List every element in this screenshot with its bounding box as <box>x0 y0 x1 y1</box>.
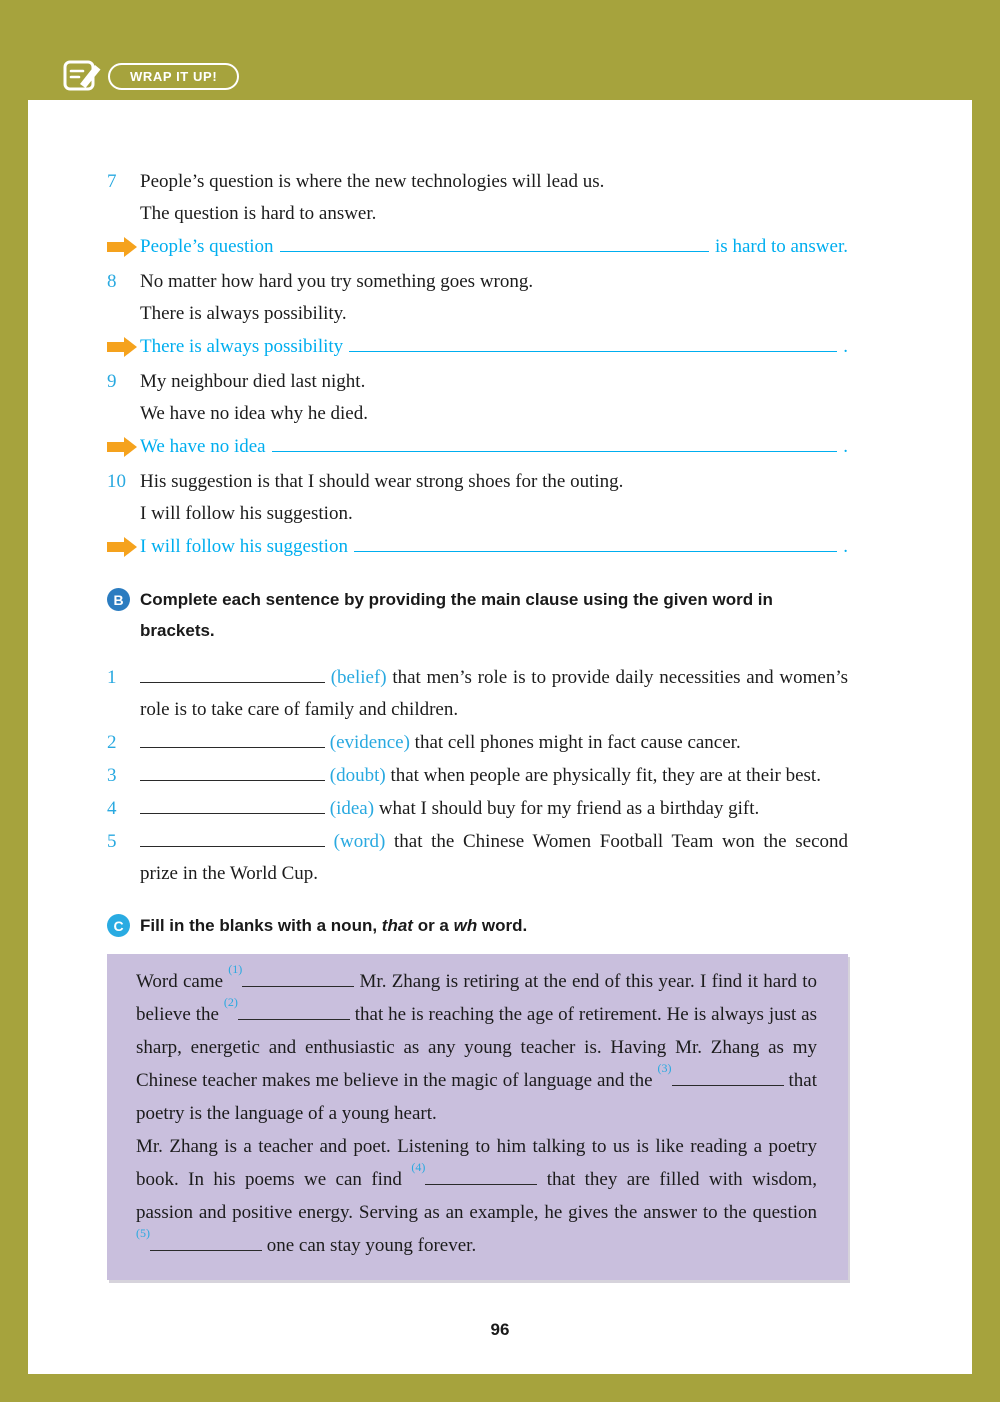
orange-arrow-icon <box>107 337 137 357</box>
fill-blank <box>238 1019 350 1020</box>
page-content <box>107 166 848 1280</box>
sentence-text: People’s question is where the new technologies will lead us. <box>140 171 605 192</box>
page-number: 96 <box>490 1320 510 1339</box>
rewrite-row <box>107 330 848 364</box>
blank-number: (2) <box>223 994 238 1009</box>
fill-blank <box>242 986 354 987</box>
rewrite-blank <box>280 251 709 252</box>
keyword-hint: (belief) <box>330 667 387 688</box>
instruction-text: that <box>381 916 413 935</box>
fill-blank <box>150 1250 262 1251</box>
orange-arrow-icon <box>107 437 137 457</box>
rewrite-blank <box>272 451 838 452</box>
exercise-c-badge: C <box>107 914 130 937</box>
item-number: 9 <box>107 371 117 392</box>
rewrite-row <box>107 430 848 464</box>
rewrite-row <box>107 230 848 264</box>
exercise-b-item <box>107 793 848 825</box>
item-number: 2 <box>107 732 117 753</box>
rewrite-blank <box>349 351 837 352</box>
passage-paragraph: Mr. Zhang is a teacher and poet. Listening to him talking to us is like reading a poetry book. In his poems we can find $^{(4)}$ that they are filled with wisdom, passion and positive energy. Serving as an example, he gives the answer to the question $^{(5)}$ one can stay young forever. <box>136 1136 817 1256</box>
sentence-text: We have no idea why he died. <box>140 403 368 424</box>
sentence-text: My neighbour died last night. <box>140 371 366 392</box>
item-number: 4 <box>107 798 117 819</box>
blank-number: (3) <box>657 1060 672 1075</box>
exercise-a-list <box>107 166 848 564</box>
instruction-text: Fill in the blanks with a noun, <box>140 916 382 935</box>
keyword-hint: (doubt) <box>329 765 386 786</box>
instruction-text: or a <box>412 916 454 935</box>
item-number: 10 <box>107 471 126 492</box>
exercise-a-item <box>107 466 848 564</box>
blank-number: (4) <box>411 1159 426 1174</box>
blank-number: (1) <box>228 961 243 976</box>
item-number: 5 <box>107 831 117 852</box>
exercise-b-item <box>107 826 848 890</box>
rewrite-prefix: People’s question <box>140 236 274 257</box>
rewrite-prefix: I will follow his suggestion <box>140 536 348 557</box>
passage-paragraph: Word came $^{(1)}$ Mr. Zhang is retiring at the end of this year. I find it hard to believe the $^{(2)}$ that he is reaching the age of retirement. He is always just as sharp, energetic and enthusiastic as any young teacher is. Having Mr. Zhang as my Chinese teacher makes me believe in the magic of language and the $^{(3)}$ that poetry is the language of a young heart. <box>136 961 818 1124</box>
exercise-a-item <box>107 266 848 364</box>
exercise-a-item <box>107 366 848 464</box>
exercise-c-instruction <box>140 910 848 941</box>
item-number: 1 <box>107 667 117 688</box>
answer-blank <box>140 682 325 683</box>
blank-number: (5) <box>136 1225 150 1240</box>
sentence-text: (word) that the Chinese Women Football Team won the second prize in the World Cup. <box>140 831 849 884</box>
sentence-text: (belief) that men’s role is to provide daily necessities and women’s role is to take care of family and children. <box>140 667 848 720</box>
item-number: 7 <box>107 171 117 192</box>
instruction-text: wh <box>453 916 478 935</box>
exercise-c-header <box>107 910 848 941</box>
exercise-b-badge: B <box>107 588 130 611</box>
rewrite-suffix: . <box>843 536 848 557</box>
exercise-b-list <box>107 662 848 890</box>
wrap-it-up-label: WRAP IT UP! <box>130 69 218 84</box>
wrap-it-up-badge <box>108 63 239 90</box>
rewrite-suffix: . <box>843 336 848 357</box>
exercise-b-item <box>107 727 848 759</box>
sentence-text: (evidence) that cell phones might in fact cause cancer. <box>140 727 848 759</box>
sentence-text: I will follow his suggestion. <box>140 503 353 524</box>
sentence-text: His suggestion is that I should wear strong shoes for the outing. <box>140 471 624 492</box>
sentence-text: No matter how hard you try something goes wrong. <box>140 271 534 292</box>
answer-blank <box>140 846 325 847</box>
fill-blank <box>425 1184 537 1185</box>
orange-arrow-icon <box>107 537 137 557</box>
worksheet-page <box>28 100 972 1374</box>
sentence-text: There is always possibility. <box>140 303 347 324</box>
exercise-b-item <box>107 760 848 792</box>
exercise-b-instruction: Complete each sentence by providing the main clause using the given word in brackets. <box>140 590 773 640</box>
rewrite-blank <box>354 551 837 552</box>
answer-blank <box>140 747 325 748</box>
keyword-hint: (word) <box>333 831 386 852</box>
pencil-note-icon <box>63 57 103 95</box>
sentence-text: (idea) what I should buy for my friend as a birthday gift. <box>140 793 848 825</box>
rewrite-row <box>107 530 848 564</box>
sentence-text: (doubt) that when people are physically fit, they are at their best. <box>140 760 848 792</box>
item-number: 3 <box>107 765 117 786</box>
answer-blank <box>140 780 325 781</box>
exercise-b-header <box>107 584 848 646</box>
keyword-hint: (evidence) <box>329 732 410 753</box>
rewrite-prefix: There is always possibility <box>140 336 344 357</box>
rewrite-suffix: . <box>843 436 848 457</box>
orange-arrow-icon <box>107 237 137 257</box>
instruction-text: word. <box>477 916 528 935</box>
answer-blank <box>140 813 325 814</box>
rewrite-suffix: is hard to answer. <box>715 236 848 257</box>
passage-box <box>107 954 848 1280</box>
fill-blank <box>672 1085 784 1086</box>
exercise-b-item <box>107 662 848 726</box>
sentence-text: The question is hard to answer. <box>140 203 377 224</box>
exercise-a-item <box>107 166 848 264</box>
item-number: 8 <box>107 271 117 292</box>
keyword-hint: (idea) <box>329 798 375 819</box>
passage <box>136 961 818 1262</box>
rewrite-prefix: We have no idea <box>140 436 266 457</box>
